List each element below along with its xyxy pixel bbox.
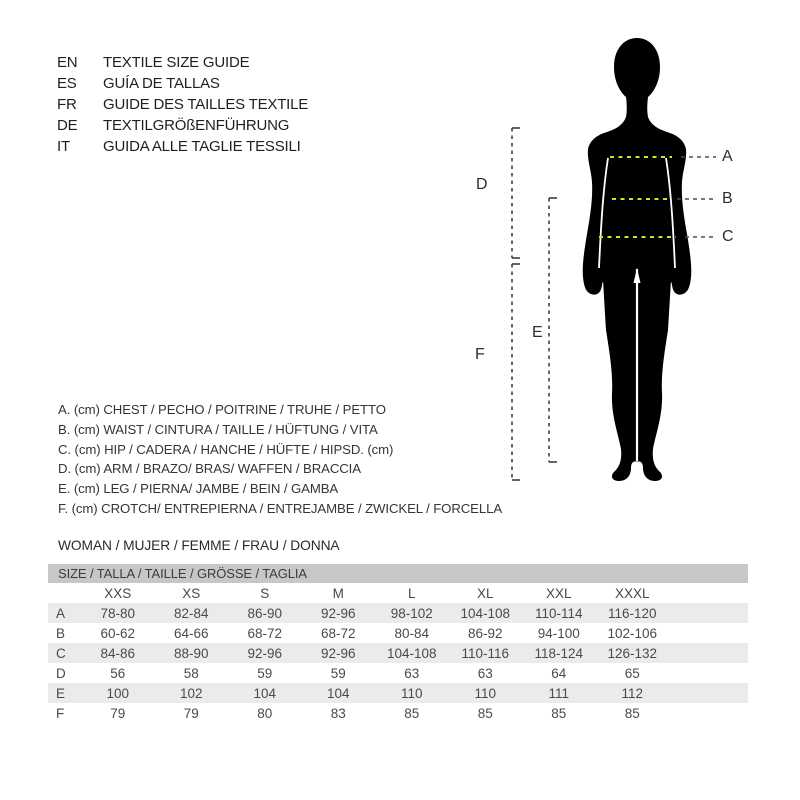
size-value-cell: 82-84 xyxy=(173,605,209,621)
size-value-cell: 100 xyxy=(106,685,130,701)
size-value-cell: 88-90 xyxy=(173,645,209,661)
size-value-cell: 111 xyxy=(548,685,570,701)
size-value-cell: 86-90 xyxy=(247,605,283,621)
guide-title: GUÍA DE TALLAS xyxy=(103,75,220,92)
size-column-header: XXXL xyxy=(614,585,650,601)
size-value-cell: 85 xyxy=(477,705,493,721)
legend-line: C. (cm) HIP / CADERA / HANCHE / HÜFTE / HIPSD. (cm) xyxy=(58,441,394,457)
size-value-cell: 110 xyxy=(400,685,423,701)
language-title-row xyxy=(57,52,308,73)
size-value-cell: 104-108 xyxy=(460,605,511,621)
size-column-header: S xyxy=(260,585,270,601)
size-value-cell: 92-96 xyxy=(320,645,356,661)
size-value-cell: 56 xyxy=(110,665,126,681)
size-value-cell: 58 xyxy=(183,665,199,681)
size-column-header: XXS xyxy=(104,585,132,601)
row-label: C xyxy=(56,645,66,661)
size-column-header: L xyxy=(407,585,416,601)
size-column-header: XS xyxy=(182,585,201,601)
size-table xyxy=(48,564,748,723)
table-row xyxy=(48,663,748,683)
size-value-cell: 86-92 xyxy=(467,625,503,641)
language-title-row xyxy=(57,136,308,157)
language-title-row xyxy=(57,94,308,115)
row-label: B xyxy=(56,625,66,641)
row-label: D xyxy=(56,665,66,681)
size-value-cell: 80 xyxy=(257,705,273,721)
size-value-cell: 110 xyxy=(474,685,497,701)
language-title-row xyxy=(57,115,308,136)
size-value-cell: 104 xyxy=(253,685,277,701)
table-row xyxy=(48,623,748,643)
row-label: A xyxy=(56,605,66,621)
size-value-cell: 60-62 xyxy=(100,625,136,641)
measurement-legend xyxy=(58,400,502,519)
callout-crotch: F xyxy=(475,346,485,363)
size-value-cell: 63 xyxy=(477,665,493,681)
size-value-cell: 85 xyxy=(624,705,640,721)
size-value-cell: 59 xyxy=(257,665,273,681)
guide-title: GUIDE DES TAILLES TEXTILE xyxy=(103,96,309,113)
size-value-cell: 110-114 xyxy=(534,605,583,621)
size-value-cell: 102-106 xyxy=(607,625,658,641)
size-value-cell: 92-96 xyxy=(320,605,356,621)
size-value-cell: 92-96 xyxy=(247,645,283,661)
size-value-cell: 78-80 xyxy=(100,605,136,621)
size-value-cell: 104 xyxy=(326,685,350,701)
callout-leg: E xyxy=(532,324,543,341)
size-value-cell: 118-124 xyxy=(534,645,584,661)
table-row xyxy=(48,703,748,723)
size-value-cell: 68-72 xyxy=(320,625,356,641)
size-value-cell: 84-86 xyxy=(100,645,136,661)
language-code: EN xyxy=(57,54,78,71)
size-table-rows xyxy=(48,603,748,723)
legend-line: E. (cm) LEG / PIERNA/ JAMBE / BEIN / GAMBA xyxy=(58,481,339,497)
legend-line: D. (cm) ARM / BRAZO/ BRAS/ WAFFEN / BRACCIA xyxy=(58,461,361,477)
size-value-cell: 65 xyxy=(624,665,640,681)
callout-arm: D xyxy=(476,176,488,193)
size-column-header: XXL xyxy=(545,585,572,601)
size-value-cell: 79 xyxy=(183,705,199,721)
size-value-cell: 110-116 xyxy=(461,645,510,661)
size-value-cell: 59 xyxy=(330,665,346,681)
row-label: F xyxy=(56,705,65,721)
callout-hip: C xyxy=(722,228,734,245)
size-column-header: XL xyxy=(476,585,494,601)
callout-waist: B xyxy=(722,190,733,207)
row-label: E xyxy=(56,685,66,701)
guide-title: TEXTILE SIZE GUIDE xyxy=(103,54,250,71)
size-value-cell: 64 xyxy=(551,665,567,681)
size-value-cell: 126-132 xyxy=(607,645,658,661)
gender-heading: WOMAN / MUJER / FEMME / FRAU / DONNA xyxy=(58,538,340,553)
size-value-cell: 80-84 xyxy=(394,625,430,641)
size-value-cell: 68-72 xyxy=(247,625,283,641)
table-row xyxy=(48,683,748,703)
legend-line: A. (cm) CHEST / PECHO / POITRINE / TRUHE / PETTO xyxy=(58,402,386,417)
size-column-header: M xyxy=(332,585,344,601)
size-value-cell: 63 xyxy=(404,665,420,681)
table-row xyxy=(48,603,748,623)
guide-title: TEXTILGRÖßENFÜHRUNG xyxy=(103,117,290,134)
size-table-title-band: SIZE / TALLA / TAILLE / GRÖSSE / TAGLIA xyxy=(48,564,748,583)
size-value-cell: 85 xyxy=(551,705,567,721)
size-value-cell: 112 xyxy=(621,685,644,701)
size-value-cell: 94-100 xyxy=(537,625,580,641)
table-row xyxy=(48,643,748,663)
language-code: DE xyxy=(57,117,78,134)
size-table-column-header xyxy=(48,583,748,603)
legend-line: F. (cm) CROTCH/ ENTREPIERNA / ENTREJAMBE / ZWICKEL / FORCELLA xyxy=(58,500,503,516)
size-value-cell: 79 xyxy=(110,705,126,721)
language-title-row xyxy=(57,73,308,94)
size-value-cell: 116-120 xyxy=(607,605,657,621)
language-code: IT xyxy=(57,138,70,155)
size-value-cell: 104-108 xyxy=(386,645,437,661)
guide-title: GUIDA ALLE TAGLIE TESSILI xyxy=(103,138,301,155)
legend-line: B. (cm) WAIST / CINTURA / TAILLE / HÜFTUNG / VITA xyxy=(58,421,378,437)
size-value-cell: 102 xyxy=(179,685,203,701)
size-value-cell: 64-66 xyxy=(173,625,209,641)
language-code: ES xyxy=(57,75,77,92)
size-value-cell: 83 xyxy=(330,705,346,721)
size-value-cell: 85 xyxy=(404,705,420,721)
size-value-cell: 98-102 xyxy=(390,605,433,621)
language-title-list xyxy=(57,52,308,157)
language-code: FR xyxy=(57,96,77,113)
callout-chest: A xyxy=(722,148,733,165)
